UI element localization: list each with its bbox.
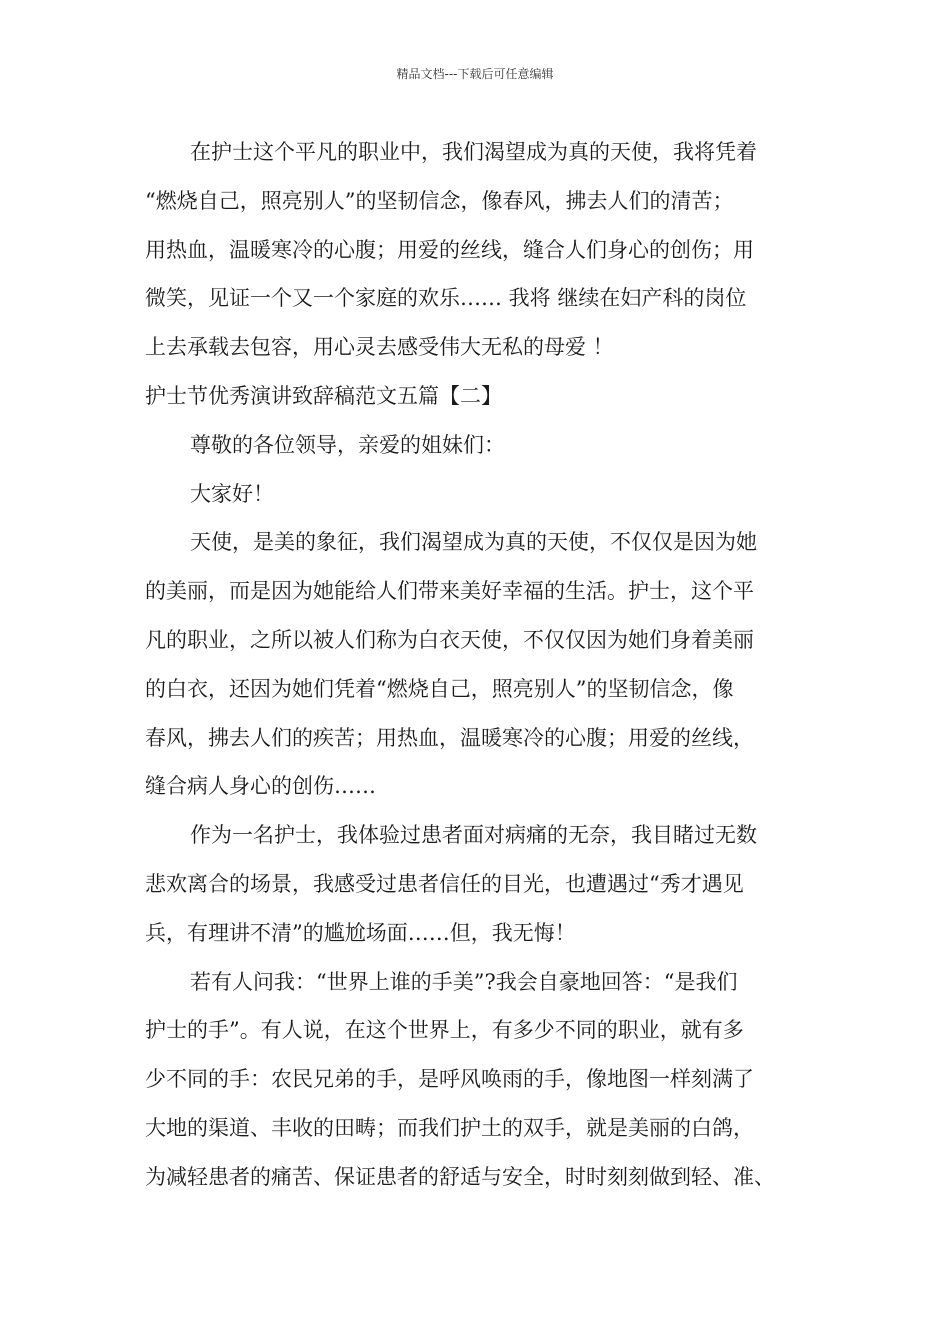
text-line: 悲欢离合的场景，我感受过患者信任的目光，也遭遇过“秀才遇见 [145, 871, 744, 896]
text-line: 护士的手”。有人说，在这个世界上，有多少不同的职业，就有多 [145, 1018, 744, 1043]
text-line: 大家好！ [190, 481, 274, 506]
page-header: 精品文档---下载后可任意编辑 [396, 67, 554, 81]
text-line: 为减轻患者的痛苦、保证患者的舒适与安全，时时刻刻做到轻、准、 [145, 1164, 775, 1189]
document-body [145, 128, 825, 1202]
text-line: 天使，是美的象征，我们渴望成为真的天使，不仅仅是因为她 [190, 530, 757, 555]
text-line: 的美丽，而是因为她能给人们带来美好幸福的生活。护士，这个平 [145, 579, 754, 604]
text-line: “燃烧自己，照亮别人”的坚韧信念，像春风，拂去人们的清苦； [145, 188, 734, 213]
text-line: 尊敬的各位领导，亲爱的姐妹们： [190, 432, 505, 457]
text-line: 微笑，见证一个又一个家庭的欢乐…… 我将 继续在妇产科的岗位 [145, 286, 747, 311]
text-line: 用热血，温暖寒冷的心腹；用爱的丝线，缝合人们身心的创伤；用 [145, 237, 754, 262]
text-line: 上去承载去包容，用心灵去感受伟大无私的母爱 ！ [145, 335, 614, 360]
text-line: 在护士这个平凡的职业中，我们渴望成为真的天使，我将凭着 [190, 140, 757, 164]
text-line: 若有人问我：“世界上谁的手美”?我会自豪地回答：“是我们 [190, 969, 738, 994]
text-line: 春风，拂去人们的疾苦；用热血，温暖寒冷的心腹；用爱的丝线， [145, 725, 754, 750]
text-line: 兵，有理讲不清”的尴尬场面……但，我无悔！ [145, 920, 576, 945]
text-line: 大地的渠道、丰收的田畴；而我们护土的双手，就是美丽的白鸽， [145, 1115, 754, 1140]
text-line: 少不同的手：农民兄弟的手，是呼风唤雨的手，像地图一样刻满了 [145, 1067, 754, 1092]
text-line: 缝合病人身心的创伤…… [145, 774, 376, 799]
text-line: 的白衣，还因为她们凭着“燃烧自己，照亮别人”的坚韧信念，像 [145, 676, 734, 701]
section-heading: 护士节优秀演讲致辞稿范文五篇【二】 [145, 383, 502, 408]
text-line: 作为一名护士，我体验过患者面对病痛的无奈，我目睹过无数 [190, 823, 757, 848]
text-line: 凡的职业，之所以被人们称为白衣天使，不仅仅因为她们身着美丽 [145, 627, 754, 652]
